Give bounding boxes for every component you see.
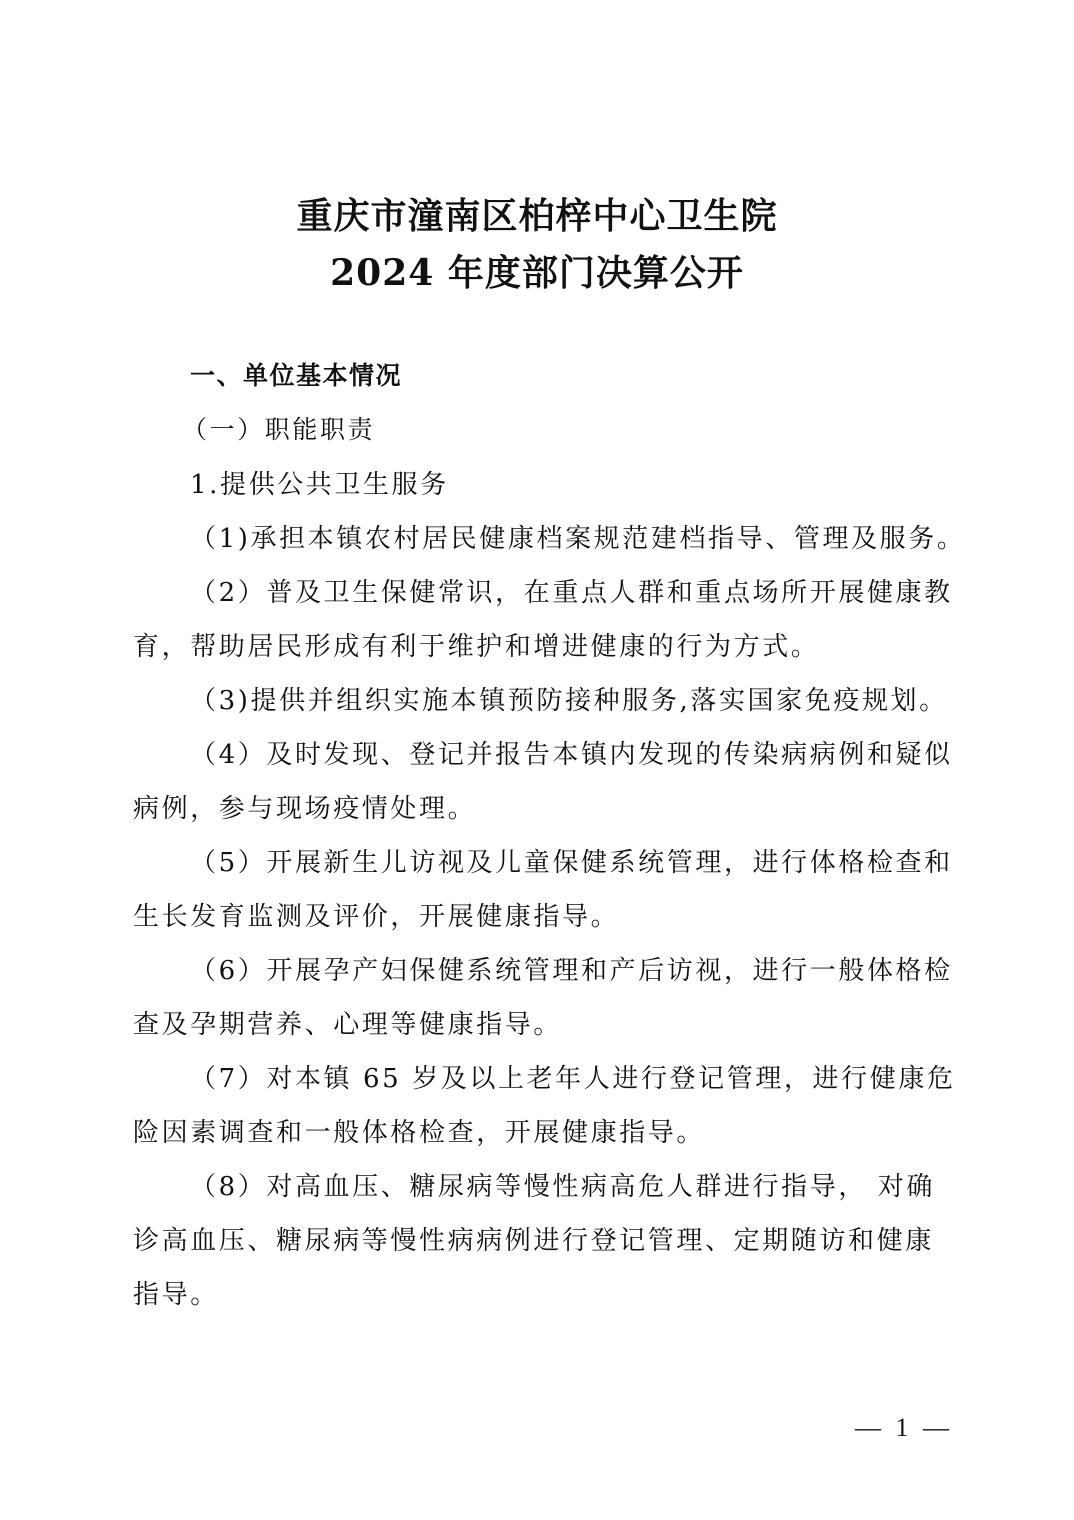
paragraph-line: （3)提供并组织实施本镇预防接种服务,落实国家免疫规划。 xyxy=(190,686,948,716)
paragraph-line: （6）开展孕产妇保健系统管理和产后访视，进行一般体格检 xyxy=(190,956,953,986)
paragraph-line: 育，帮助居民形成有利于维护和增进健康的行为方式。 xyxy=(133,632,820,662)
paragraph-line: 诊高血压、糖尿病等慢性病病例进行登记管理、定期随访和健康 xyxy=(133,1226,934,1256)
paragraph-line: 指导。 xyxy=(133,1280,219,1310)
document-title-line2: 2024 年度部门决算公开 xyxy=(330,252,744,294)
paragraph-line: 生长发育监测及评价，开展健康指导。 xyxy=(133,902,620,932)
paragraph-line: 病例，参与现场疫情处理。 xyxy=(133,794,477,824)
paragraph-line: 查及孕期营养、心理等健康指导。 xyxy=(133,1010,563,1040)
section-heading: 一、单位基本情况 xyxy=(190,361,403,390)
paragraph-line: （2）普及卫生保健常识，在重点人群和重点场所开展健康教 xyxy=(190,578,953,608)
subsection-heading: （一）职能职责 xyxy=(182,415,376,444)
paragraph-line: 险因素调查和一般体格检查，开展健康指导。 xyxy=(133,1118,706,1148)
paragraph-line: （8）对高血压、糖尿病等慢性病高危人群进行指导， 对确 xyxy=(190,1172,936,1202)
paragraph-line: （1)承担本镇农村居民健康档案规范建档指导、管理及服务。 xyxy=(190,524,966,554)
item-title: 1.提供公共卫生服务 xyxy=(190,470,449,500)
paragraph-line: （5）开展新生儿访视及儿童保健系统管理，进行体格检查和 xyxy=(190,848,953,878)
paragraph-line: （7）对本镇 65 岁及以上老年人进行登记管理，进行健康危 xyxy=(190,1064,956,1094)
page-number: — 1 — xyxy=(855,1413,953,1442)
paragraph-line: （4）及时发现、登记并报告本镇内发现的传染病病例和疑似 xyxy=(190,740,953,770)
document-title-line1: 重庆市潼南区柏梓中心卫生院 xyxy=(296,195,778,237)
